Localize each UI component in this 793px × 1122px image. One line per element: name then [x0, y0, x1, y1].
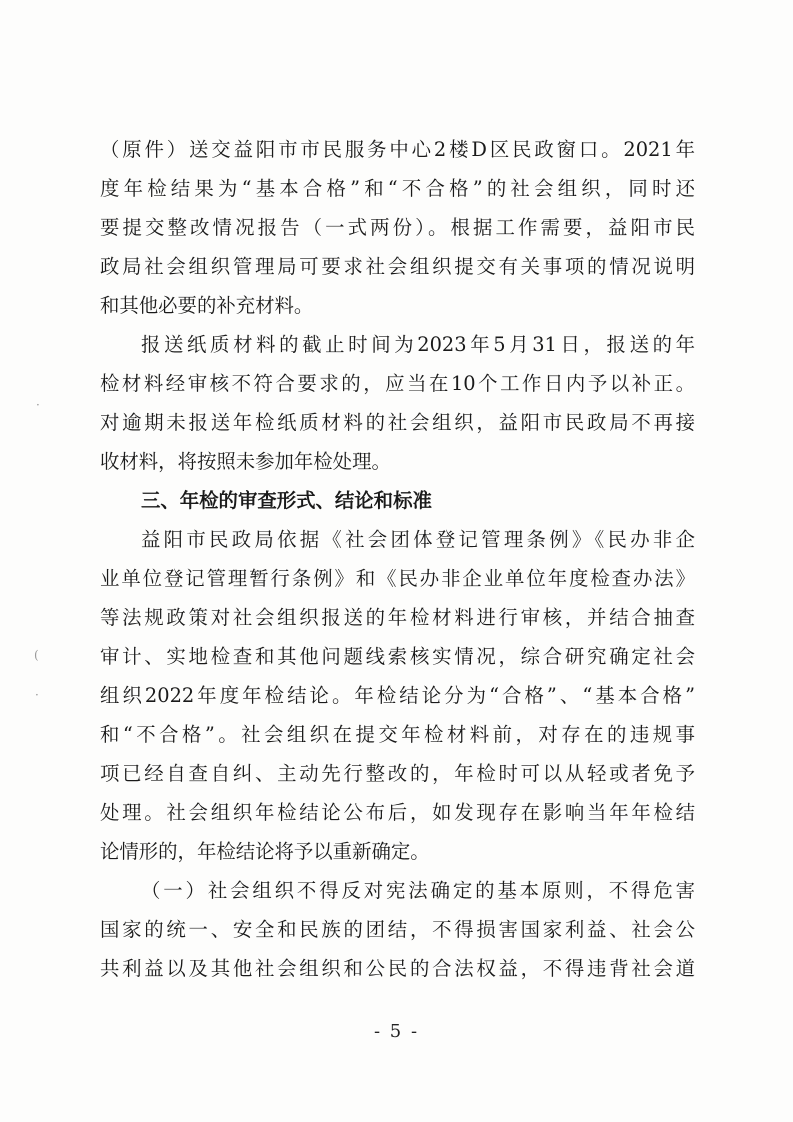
paragraph-line: 政局社会组织管理局可要求社会组织提交有关事项的情况说明: [100, 255, 695, 278]
paragraph-line: 对逾期未报送年检纸质材料的社会组织，益阳市民政局不再接: [100, 411, 695, 434]
page-number: - 5 -: [373, 1021, 420, 1042]
document-body: [100, 130, 695, 988]
paragraph-line: 和其他必要的补充材料。: [100, 294, 314, 317]
paragraph-line: 共利益以及其他社会组织和公民的合法权益，不得违背社会道: [100, 957, 695, 980]
paragraph-line: 业单位登记管理暂行条例》和《民办非企业单位年度检查办法》: [100, 567, 695, 590]
paragraph-line: 论情形的，年检结论将予以重新确定。: [100, 840, 430, 863]
paragraph-line: 等法规政策对社会组织报送的年检材料进行审核，并结合抽查: [100, 606, 695, 629]
paragraph-line: 和“不合格”。社会组织在提交年检材料前，对存在的违规事: [100, 723, 695, 746]
paragraph-line: 要提交整改情况报告（一式两份）。根据工作需要，益阳市民: [100, 216, 695, 239]
paragraph-line: 度年检结果为“基本合格”和“不合格”的社会组织，同时还: [100, 177, 695, 200]
paragraph-line: 处理。社会组织年检结论公布后，如发现存在影响当年年检结: [100, 801, 695, 824]
scan-mark: ·: [36, 398, 40, 412]
paragraph-line: 益阳市民政局依据《社会团体登记管理条例》《民办非企: [141, 528, 695, 551]
paragraph-line: 检材料经审核不符合要求的，应当在10个工作日内予以补正。: [100, 372, 695, 395]
paragraph-line: 报送纸质材料的截止时间为2023年5月31日，报送的年: [141, 333, 695, 356]
paragraph-line: 项已经自查自纠、主动先行整改的，年检时可以从轻或者免予: [100, 762, 695, 785]
scan-mark: (: [34, 648, 39, 662]
paragraph-line: （一）社会组织不得反对宪法确定的基本原则，不得危害: [141, 879, 695, 902]
section-heading: 三、年检的审查形式、结论和标准: [141, 489, 432, 512]
paragraph-line: （原件）送交益阳市市民服务中心2楼D区民政窗口。2021年: [100, 138, 695, 161]
paragraph-line: 收材料，将按照未参加年检处理。: [100, 450, 391, 473]
paragraph-line: 组织2022年度年检结论。年检结论分为“合格”、“基本合格”: [100, 684, 695, 707]
paragraph-line: 国家的统一、安全和民族的团结，不得损害国家利益、社会公: [100, 918, 695, 941]
scan-mark: ·: [35, 688, 39, 702]
paragraph-line: 审计、实地检查和其他问题线索核实情况，综合研究确定社会: [100, 645, 695, 668]
